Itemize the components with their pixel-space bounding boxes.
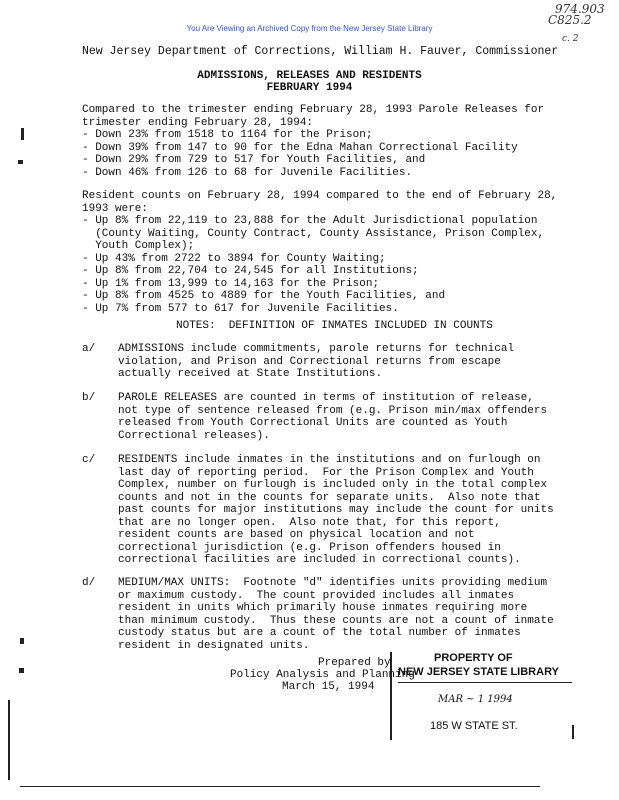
stamp-date: MAR ~ 1 1994 <box>438 694 513 705</box>
stamp-library-name: NEW JERSEY STATE LIBRARY <box>398 666 572 683</box>
handwritten-copy-number: c. 2 <box>562 34 579 44</box>
note-label: a/ <box>82 343 96 355</box>
resident-item: (County Waiting, County Contract, County Assistance, Prison Complex, <box>82 227 545 240</box>
note-line: resident counts are based on physical location and not <box>118 529 475 541</box>
scan-bottom-line <box>20 786 540 787</box>
note-line: that are no longer open. Also note that, for this report, <box>118 516 501 529</box>
note-line: Correctional releases). <box>118 429 270 442</box>
note-line: MEDIUM/MAX UNITS: Footnote "d" identifies units providing medium <box>118 577 548 589</box>
archive-banner: You Are Viewing an Archived Copy from the New Jersey State Library <box>186 24 433 33</box>
parole-intro-line: trimester ending February 28, 1994: <box>82 116 314 129</box>
note-line: ADMISSIONS include commitments, parole returns for technical <box>118 343 515 355</box>
note-line: RESIDENTS include inmates in the institutions and on furlough on <box>118 454 541 466</box>
note-line: actually received at State Institutions. <box>118 368 383 380</box>
scan-mark <box>19 668 24 673</box>
note-line: correctional facilities are included in correctional counts). <box>118 554 521 566</box>
note-line: resident in designated units. <box>118 639 310 652</box>
note-label: d/ <box>82 577 96 589</box>
note-line: past counts for major institutions may include the count for units <box>118 504 554 516</box>
resident-intro-line: 1993 were: <box>82 202 149 215</box>
scan-mark <box>18 160 23 164</box>
resident-section <box>82 190 557 315</box>
note-line: or maximum custody. The count provided includes all inmates <box>118 589 515 602</box>
note-c <box>118 454 554 567</box>
prepared-by-office: Policy Analysis and Planning <box>230 669 415 681</box>
department-header: New Jersey Department of Corrections, William H. Fauver, Commissioner <box>82 45 559 58</box>
library-stamp <box>390 652 574 740</box>
resident-item: - Up 43% from 2722 to 3894 for County Waiting; <box>82 252 386 265</box>
resident-item: - Up 7% from 577 to 617 for Juvenile Facilities. <box>82 302 399 315</box>
note-line: last day of reporting period. For the Prison Complex and Youth <box>118 466 534 479</box>
note-line: resident in units which primarily house inmates requiring more <box>118 602 528 614</box>
note-line: Complex, number on furlough is included only in the total complex <box>118 479 548 491</box>
parole-item: - Down 46% from 126 to 68 for Juvenile Facilities. <box>82 166 413 179</box>
parole-intro-line: Compared to the trimester ending February 28, 1993 Parole Releases for <box>82 104 545 116</box>
note-label: b/ <box>82 392 96 404</box>
note-line: violation, and Prison and Correctional returns from escape <box>118 355 501 368</box>
note-a <box>118 343 514 381</box>
report-title: ADMISSIONS, RELEASES AND RESIDENTS <box>197 70 422 82</box>
scan-mark <box>572 725 574 739</box>
note-b <box>118 392 547 442</box>
note-d <box>118 577 554 652</box>
parole-section <box>82 104 544 179</box>
resident-item: - Up 8% from 4525 to 4889 for the Youth Facilities, and <box>82 290 446 302</box>
note-label: c/ <box>82 454 96 466</box>
resident-item: - Up 1% from 13,999 to 14,163 for the Prison; <box>82 277 380 290</box>
note-line: than minimum custody. Thus these counts are not a count of inmate <box>118 614 554 627</box>
resident-intro-line: Resident counts on February 28, 1994 compared to the end of February 28, <box>82 190 558 202</box>
parole-item: - Down 39% from 147 to 90 for the Edna Mahan Correctional Facility <box>82 141 518 154</box>
note-line: released from Youth Correctional Units are counted as Youth <box>118 417 508 429</box>
handwritten-call-number-2: C825.2 <box>548 13 592 27</box>
prepared-by-label: Prepared by <box>318 657 391 669</box>
notes-title: NOTES: DEFINITION OF INMATES INCLUDED IN COUNTS <box>176 320 493 332</box>
scan-edge-line <box>8 700 10 780</box>
prepared-date: March 15, 1994 <box>282 681 375 693</box>
resident-item: Youth Complex); <box>82 240 195 252</box>
stamp-property: PROPERTY OF <box>434 652 513 664</box>
note-line: custody status but are a count of the total number of inmates <box>118 627 521 639</box>
note-line: PAROLE RELEASES are counted in terms of institution of release, <box>118 392 534 404</box>
report-subtitle: FEBRUARY 1994 <box>266 82 353 94</box>
scan-mark <box>20 638 24 644</box>
parole-item: - Down 29% from 729 to 517 for Youth Facilities, and <box>82 154 426 166</box>
note-line: not type of sentence released from (e.g. Prison min/max offenders <box>118 404 548 417</box>
resident-item: - Up 8% from 22,704 to 24,545 for all Institutions; <box>82 265 419 277</box>
note-line: correctional jurisdiction (e.g. Prison offenders housed in <box>118 541 501 554</box>
resident-item: - Up 8% from 22,119 to 23,888 for the Adult Jurisdictional population <box>82 215 538 227</box>
stamp-address: 185 W STATE ST. <box>430 720 518 732</box>
note-line: counts and not in the counts for separate units. Also note that <box>118 491 541 504</box>
scan-mark <box>21 128 24 140</box>
handwritten-call-number: 974.903 <box>555 2 605 16</box>
parole-item: - Down 23% from 1518 to 1164 for the Prison; <box>82 129 373 141</box>
